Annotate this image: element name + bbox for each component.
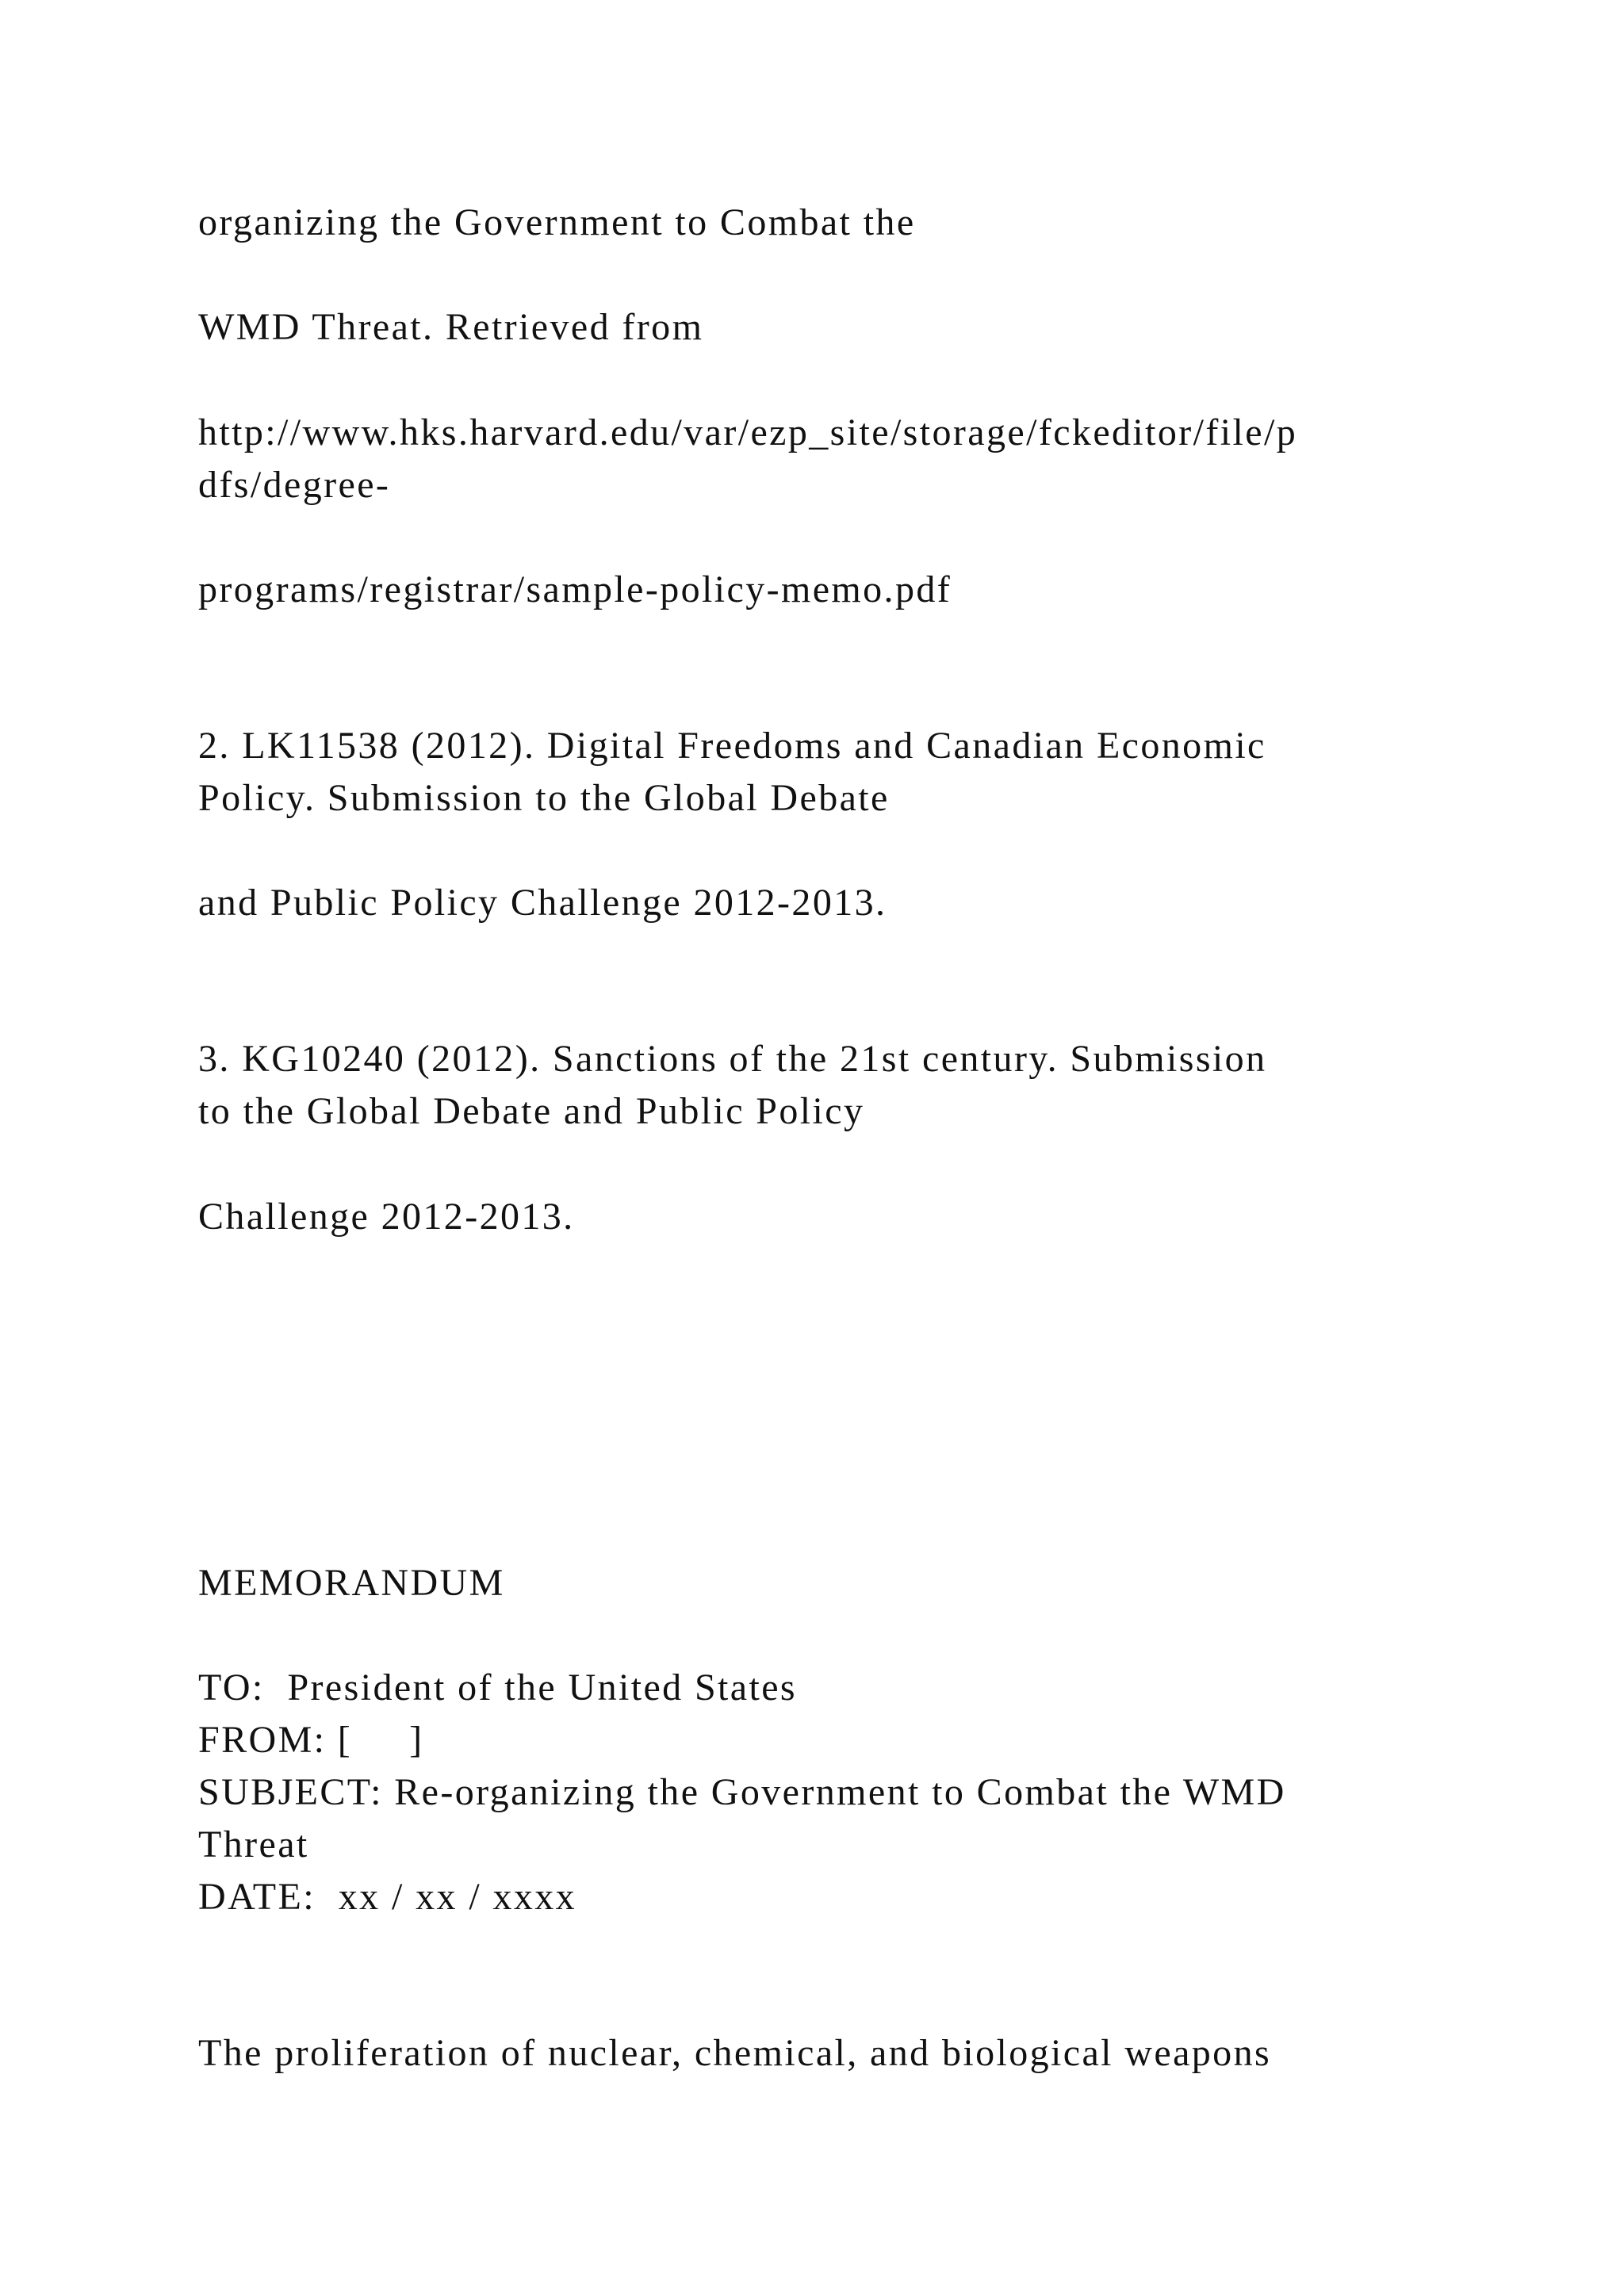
- memo-from-line: FROM: [ ]: [198, 1719, 424, 1761]
- memo-subject-line-2: Threat: [198, 1823, 309, 1866]
- memo-date-line: DATE: xx / xx / xxxx: [198, 1876, 577, 1918]
- memo-subject-line-1: SUBJECT: Re-organizing the Government to Combat the WMD: [198, 1771, 1286, 1813]
- reference-3-line-1: 3. KG10240 (2012). Sanctions of the 21st century. Submission: [198, 1038, 1267, 1080]
- reference-1-line-1: organizing the Government to Combat the: [198, 201, 916, 243]
- memo-heading: MEMORANDUM: [198, 1562, 505, 1604]
- reference-2-line-1: 2. LK11538 (2012). Digital Freedoms and Canadian Economic: [198, 725, 1266, 767]
- reference-1-url-line-2: dfs/degree-: [198, 464, 391, 506]
- reference-2-line-3: and Public Policy Challenge 2012-2013.: [198, 882, 887, 924]
- reference-3-line-3: Challenge 2012-2013.: [198, 1196, 575, 1238]
- reference-1-line-2: WMD Threat. Retrieved from: [198, 306, 704, 348]
- reference-3-line-2: to the Global Debate and Public Policy: [198, 1090, 865, 1132]
- reference-1-url-line-1: http://www.hks.harvard.edu/var/ezp_site/storage/fckeditor/file/p: [198, 411, 1298, 453]
- reference-2-line-2: Policy. Submission to the Global Debate: [198, 777, 890, 819]
- memo-to-line: TO: President of the United States: [198, 1667, 798, 1709]
- memo-body-line-1: The proliferation of nuclear, chemical, and biological weapons: [198, 2032, 1272, 2074]
- reference-1-url-line-3: programs/registrar/sample-policy-memo.pdf: [198, 568, 952, 610]
